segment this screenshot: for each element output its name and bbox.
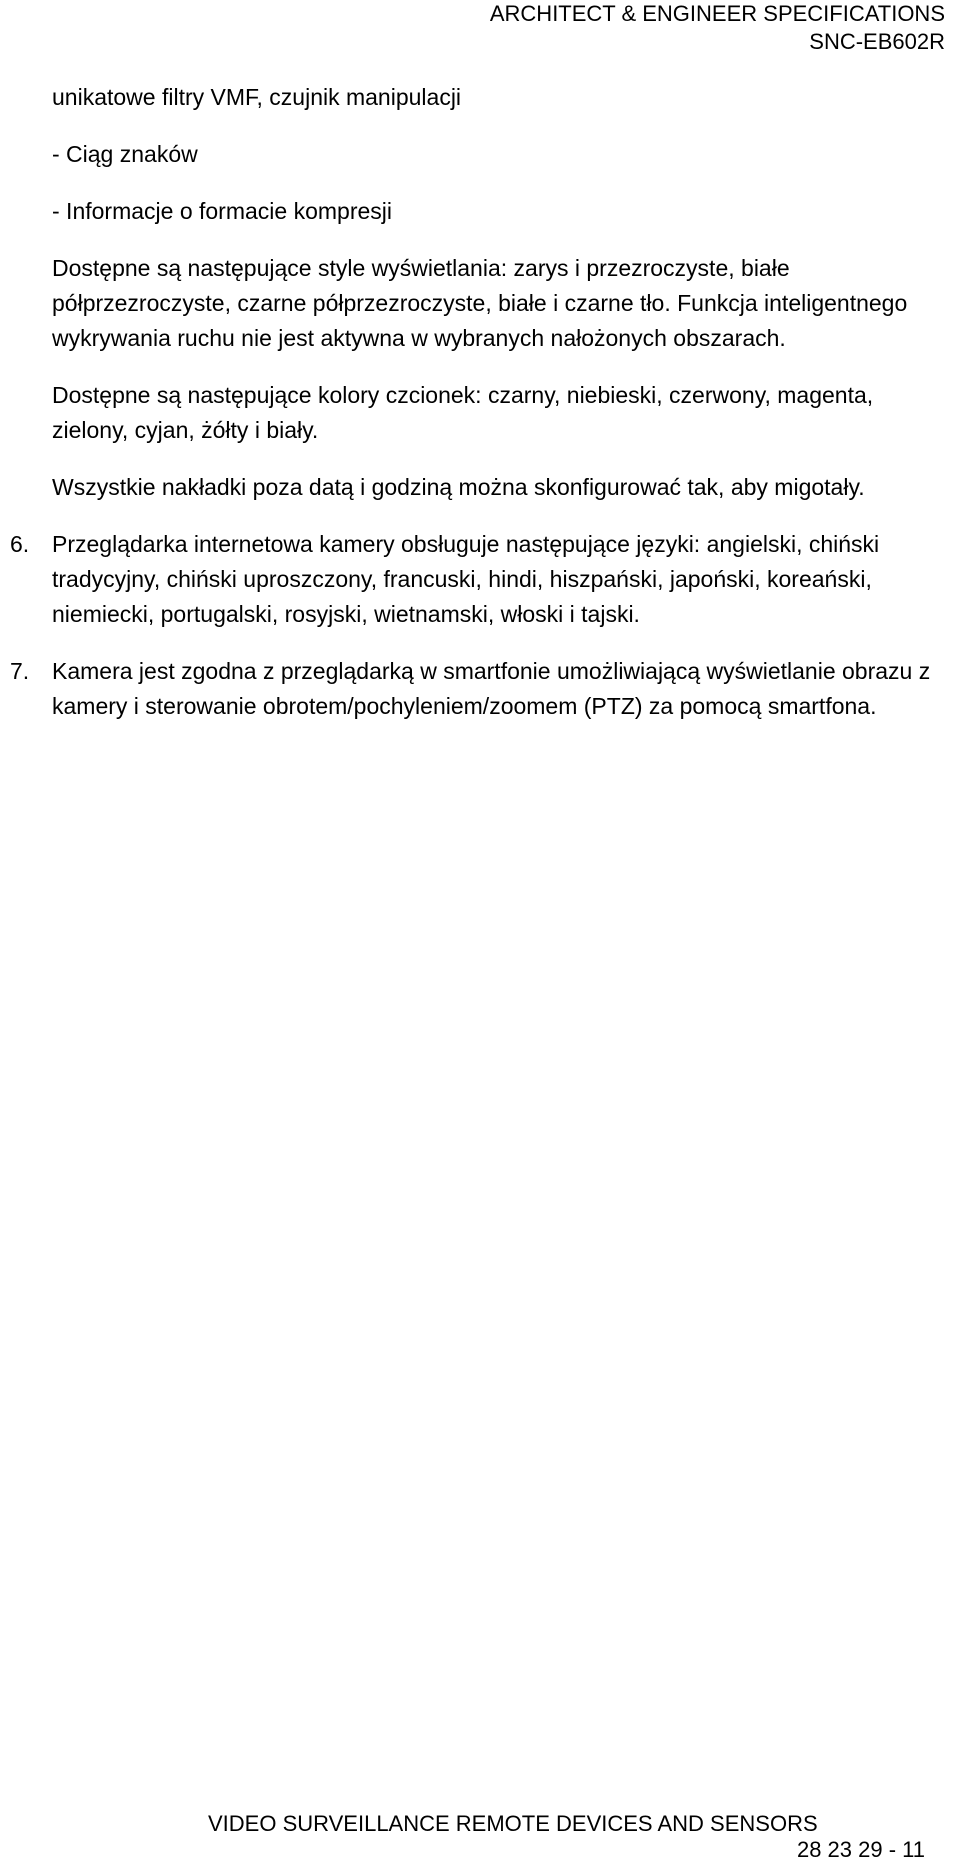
list-item-languages [10, 527, 952, 632]
paragraph-blinking-overlays: Wszystkie nakładki poza datą i godziną można skonfigurować tak, aby migotały. [52, 474, 865, 500]
paragraph-compression-item: - Informacje o formacie kompresji [52, 198, 392, 224]
list-item-text: Przeglądarka internetowa kamery obsługuje następujące języki: angielski, chiński tradycyjny, chiński uproszczony, francuski, hindi, hiszpański, japoński, koreański, niemiecki, portugalski, rosyjski, wietnamski, włoski i tajski. [52, 531, 880, 627]
header-spec-title: ARCHITECT & ENGINEER SPECIFICATIONS [489, 1, 945, 26]
list-item-text: Kamera jest zgodna z przeglądarką w smartfonie umożliwiającą wyświetlanie obrazu z kamery i sterowanie obrotem/pochyleniem/zoomem (PTZ) za pomocą smartfona. [52, 658, 931, 719]
running-header [490, 0, 945, 56]
list-item-number: 7. [10, 658, 30, 684]
footer-section-title: VIDEO SURVEILLANCE REMOTE DEVICES AND SENSORS [208, 1811, 818, 1836]
paragraph-string-item: - Ciąg znaków [52, 141, 198, 167]
header-model-number: SNC-EB602R [809, 29, 945, 54]
paragraph-display-styles: Dostępne są następujące style wyświetlania: zarys i przezroczyste, białe półprzezroczyste, czarne półprzezroczyste, białe i czarne tło. Funkcja inteligentnego wykrywania ruchu nie jest aktywna w wybranych nałożonych obszarach. [52, 255, 908, 351]
document-body [10, 80, 952, 724]
paragraph-filters: unikatowe filtry VMF, czujnik manipulacji [52, 84, 462, 110]
paragraph-font-colors: Dostępne są następujące kolory czcionek: czarny, niebieski, czerwony, magenta, zielony, cyjan, żółty i biały. [52, 382, 874, 443]
list-item-smartphone [10, 654, 952, 724]
footer-page-number: 28 23 29 - 11 [796, 1837, 925, 1862]
list-item-number: 6. [10, 531, 30, 557]
